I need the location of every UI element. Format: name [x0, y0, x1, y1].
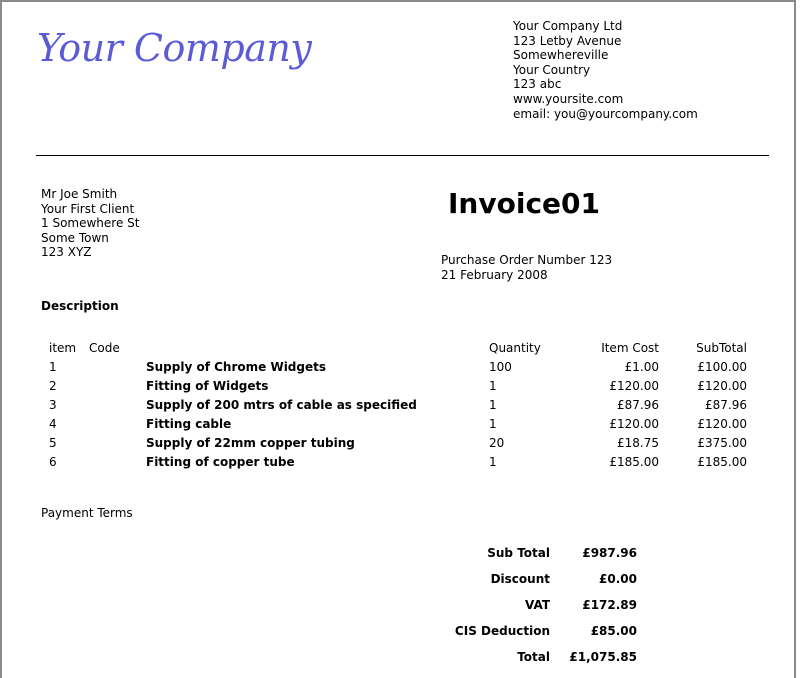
company-address [513, 19, 698, 121]
totals-row-discount [0, 569, 800, 589]
table-row [0, 396, 800, 415]
totals-row-cis-deduction [0, 621, 800, 641]
row-item-cost: £120.00 [609, 417, 659, 431]
totals-row-total [0, 647, 800, 667]
header-item-cost: Item Cost [601, 341, 659, 355]
header-quantity: Quantity [489, 341, 541, 355]
header-item: item [49, 341, 77, 355]
client-address-line: 1 Somewhere St [41, 216, 140, 231]
table-row [0, 358, 800, 377]
row-item-cost: £87.96 [617, 398, 659, 412]
row-description: Fitting cable [146, 417, 232, 431]
row-description: Fitting of Widgets [146, 379, 269, 393]
totals-row-subtotal [0, 543, 800, 563]
totals-value: £0.00 [599, 572, 637, 586]
company-address-line: Your Country [513, 62, 591, 77]
header-divider [36, 155, 769, 156]
totals-value: £85.00 [590, 624, 637, 638]
table-row [0, 415, 800, 434]
payment-terms-label: Payment Terms [41, 506, 133, 520]
totals-value: £172.89 [582, 598, 637, 612]
row-quantity: 1 [489, 455, 497, 469]
table-row [0, 453, 800, 472]
row-subtotal: £375.00 [697, 436, 747, 450]
row-subtotal: £120.00 [697, 379, 747, 393]
row-item-cost: £18.75 [617, 436, 659, 450]
invoice-title: Invoice01 [448, 187, 600, 220]
table-row [0, 434, 800, 453]
client-address-line: Mr Joe Smith [41, 187, 118, 201]
row-description: Supply of 22mm copper tubing [146, 436, 355, 450]
row-quantity: 1 [489, 398, 497, 412]
row-description: Supply of 200 mtrs of cable as specified [146, 398, 417, 412]
row-quantity: 100 [489, 360, 512, 374]
client-address [41, 187, 139, 260]
invoice-date: 21 February 2008 [441, 267, 548, 282]
purchase-order-number: Purchase Order Number 123 [441, 253, 613, 267]
company-address-line: Somewhereville [513, 48, 609, 63]
row-item-number: 2 [49, 379, 57, 393]
row-subtotal: £100.00 [697, 360, 747, 374]
company-address-line: Your Company Ltd [513, 19, 623, 33]
row-quantity: 20 [489, 436, 505, 450]
row-item-number: 5 [49, 436, 57, 450]
description-heading: Description [41, 299, 119, 313]
row-description: Supply of Chrome Widgets [146, 360, 326, 374]
company-logo: Your Company [37, 26, 312, 70]
purchase-order-block [441, 253, 612, 282]
header-subtotal: SubTotal [696, 341, 747, 355]
row-item-cost: £185.00 [609, 455, 659, 469]
company-website: www.yoursite.com [513, 91, 624, 106]
totals-label: Discount [490, 572, 550, 586]
company-address-line: 123 Letby Avenue [513, 33, 622, 48]
row-quantity: 1 [489, 379, 497, 393]
row-item-number: 3 [49, 398, 57, 412]
totals-row-vat [0, 595, 800, 615]
row-item-number: 4 [49, 417, 57, 431]
row-item-number: 6 [49, 455, 57, 469]
header-code: Code [89, 341, 120, 355]
client-address-line: 123 XYZ [41, 245, 92, 260]
totals-label: Total [517, 650, 550, 664]
row-item-number: 1 [49, 360, 57, 374]
row-quantity: 1 [489, 417, 497, 431]
row-item-cost: £120.00 [609, 379, 659, 393]
table-row [0, 377, 800, 396]
row-subtotal: £120.00 [697, 417, 747, 431]
totals-value: £1,075.85 [569, 650, 637, 664]
row-description: Fitting of copper tube [146, 455, 295, 469]
items-table-header [0, 339, 800, 358]
totals-label: VAT [524, 598, 550, 612]
totals-value: £987.96 [582, 546, 637, 560]
totals-label: Sub Total [487, 546, 550, 560]
company-email: email: you@yourcompany.com [513, 106, 698, 121]
row-subtotal: £87.96 [705, 398, 747, 412]
client-address-line: Some Town [41, 230, 109, 245]
client-address-line: Your First Client [41, 201, 135, 216]
row-subtotal: £185.00 [697, 455, 747, 469]
row-item-cost: £1.00 [624, 360, 659, 374]
company-address-line: 123 abc [513, 77, 562, 92]
totals-label: CIS Deduction [454, 624, 550, 638]
